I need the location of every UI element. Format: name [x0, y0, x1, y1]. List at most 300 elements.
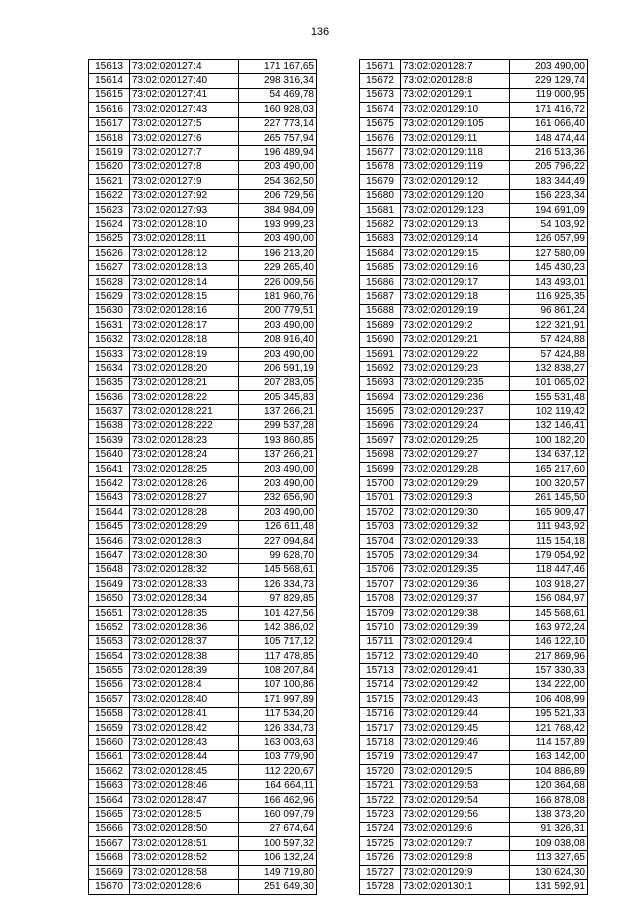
table-row: [89, 175, 317, 189]
table-row: [360, 448, 588, 462]
cadastral-number-cell: 73:02:020129:17: [401, 275, 510, 289]
cadastral-number-cell: 73:02:020129:123: [401, 203, 510, 217]
row-number-cell: 15661: [89, 750, 130, 764]
cadastral-number-cell: 73:02:020129:5: [401, 765, 510, 779]
cadastral-number-cell: 73:02:020128:7: [401, 60, 510, 74]
table-row: [360, 477, 588, 491]
table-row: [360, 275, 588, 289]
cadastral-number-cell: 73:02:020129:237: [401, 405, 510, 419]
row-number-cell: 15630: [89, 304, 130, 318]
value-cell: 114 157,89: [510, 736, 588, 750]
cadastral-number-cell: 73:02:020129:38: [401, 606, 510, 620]
row-number-cell: 15632: [89, 333, 130, 347]
row-number-cell: 15680: [360, 189, 401, 203]
value-cell: 126 334,73: [239, 721, 317, 735]
row-number-cell: 15696: [360, 419, 401, 433]
value-cell: 171 997,89: [239, 693, 317, 707]
row-number-cell: 15651: [89, 606, 130, 620]
row-number-cell: 15674: [360, 103, 401, 117]
row-number-cell: 15728: [360, 880, 401, 894]
table-row: [360, 563, 588, 577]
row-number-cell: 15635: [89, 376, 130, 390]
table-row: [360, 693, 588, 707]
table-row: [89, 131, 317, 145]
row-number-cell: 15625: [89, 232, 130, 246]
cadastral-number-cell: 73:02:020127:9: [130, 175, 239, 189]
cadastral-number-cell: 73:02:020129:13: [401, 218, 510, 232]
value-cell: 105 717,12: [239, 635, 317, 649]
table-row: [89, 635, 317, 649]
value-cell: 193 860,85: [239, 434, 317, 448]
value-cell: 100 320,57: [510, 477, 588, 491]
table-row: [89, 405, 317, 419]
value-cell: 104 886,89: [510, 765, 588, 779]
cadastral-number-cell: 73:02:020128:44: [130, 750, 239, 764]
cadastral-number-cell: 73:02:020129:47: [401, 750, 510, 764]
value-cell: 163 142,00: [510, 750, 588, 764]
cadastral-number-cell: 73:02:020129:8: [401, 851, 510, 865]
row-number-cell: 15690: [360, 333, 401, 347]
cadastral-number-cell: 73:02:020129:22: [401, 347, 510, 361]
cadastral-number-cell: 73:02:020128:13: [130, 261, 239, 275]
table-row: [360, 74, 588, 88]
value-cell: 160 928,03: [239, 103, 317, 117]
table-row: [89, 103, 317, 117]
table-row: [360, 405, 588, 419]
value-cell: 232 656,90: [239, 491, 317, 505]
table-row: [89, 779, 317, 793]
value-cell: 107 100,86: [239, 678, 317, 692]
value-cell: 156 084,97: [510, 592, 588, 606]
cadastral-number-cell: 73:02:020128:222: [130, 419, 239, 433]
value-cell: 194 691,09: [510, 203, 588, 217]
value-cell: 163 003,63: [239, 736, 317, 750]
table-row: [360, 103, 588, 117]
cadastral-number-cell: 73:02:020128:39: [130, 664, 239, 678]
table-row: [89, 606, 317, 620]
table-row: [360, 549, 588, 563]
row-number-cell: 15724: [360, 822, 401, 836]
value-cell: 126 611,48: [239, 520, 317, 534]
row-number-cell: 15642: [89, 477, 130, 491]
row-number-cell: 15679: [360, 175, 401, 189]
value-cell: 206 729,56: [239, 189, 317, 203]
value-cell: 54 469,78: [239, 88, 317, 102]
table-row: [360, 520, 588, 534]
row-number-cell: 15648: [89, 563, 130, 577]
cadastral-number-cell: 73:02:020128:30: [130, 549, 239, 563]
value-cell: 117 478,85: [239, 650, 317, 664]
table-row: [89, 664, 317, 678]
cadastral-number-cell: 73:02:020128:52: [130, 851, 239, 865]
cadastral-number-cell: 73:02:020128:36: [130, 621, 239, 635]
table-row: [89, 506, 317, 520]
row-number-cell: 15640: [89, 448, 130, 462]
table-row: [89, 88, 317, 102]
table-row: [360, 765, 588, 779]
table-row: [360, 347, 588, 361]
row-number-cell: 15698: [360, 448, 401, 462]
cadastral-number-cell: 73:02:020128:41: [130, 707, 239, 721]
row-number-cell: 15721: [360, 779, 401, 793]
left-table: [88, 59, 317, 895]
cadastral-number-cell: 73:02:020129:56: [401, 808, 510, 822]
value-cell: 203 490,00: [239, 506, 317, 520]
cadastral-number-cell: 73:02:020129:9: [401, 865, 510, 879]
row-number-cell: 15624: [89, 218, 130, 232]
row-number-cell: 15643: [89, 491, 130, 505]
table-row: [89, 491, 317, 505]
table-row: [360, 635, 588, 649]
table-row: [360, 189, 588, 203]
row-number-cell: 15671: [360, 60, 401, 74]
value-cell: 164 664,11: [239, 779, 317, 793]
table-row: [360, 721, 588, 735]
value-cell: 196 213,20: [239, 247, 317, 261]
page-number: 136: [310, 26, 330, 38]
cadastral-number-cell: 73:02:020129:36: [401, 578, 510, 592]
table-row: [360, 232, 588, 246]
table-row: [360, 160, 588, 174]
row-number-cell: 15688: [360, 304, 401, 318]
row-number-cell: 15617: [89, 117, 130, 131]
value-cell: 106 132,24: [239, 851, 317, 865]
table-row: [89, 837, 317, 851]
cadastral-number-cell: 73:02:020127:8: [130, 160, 239, 174]
table-row: [89, 304, 317, 318]
table-row: [360, 60, 588, 74]
table-row: [89, 146, 317, 160]
value-cell: 106 408,99: [510, 693, 588, 707]
value-cell: 216 513,36: [510, 146, 588, 160]
table-row: [360, 218, 588, 232]
table-row: [89, 736, 317, 750]
value-cell: 226 009,56: [239, 275, 317, 289]
row-number-cell: 15714: [360, 678, 401, 692]
row-number-cell: 15709: [360, 606, 401, 620]
cadastral-number-cell: 73:02:020129:33: [401, 534, 510, 548]
row-number-cell: 15619: [89, 146, 130, 160]
table-row: [89, 419, 317, 433]
row-number-cell: 15694: [360, 390, 401, 404]
row-number-cell: 15654: [89, 650, 130, 664]
cadastral-number-cell: 73:02:020128:20: [130, 362, 239, 376]
cadastral-number-cell: 73:02:020129:235: [401, 376, 510, 390]
table-row: [89, 74, 317, 88]
row-number-cell: 15677: [360, 146, 401, 160]
cadastral-number-cell: 73:02:020129:16: [401, 261, 510, 275]
row-number-cell: 15702: [360, 506, 401, 520]
row-number-cell: 15719: [360, 750, 401, 764]
row-number-cell: 15676: [360, 131, 401, 145]
table-row: [360, 131, 588, 145]
cadastral-number-cell: 73:02:020129:35: [401, 563, 510, 577]
row-number-cell: 15723: [360, 808, 401, 822]
table-row: [89, 290, 317, 304]
table-row: [360, 592, 588, 606]
value-cell: 171 167,65: [239, 60, 317, 74]
value-cell: 298 316,34: [239, 74, 317, 88]
table-row: [89, 247, 317, 261]
value-cell: 116 925,35: [510, 290, 588, 304]
cadastral-number-cell: 73:02:020129:37: [401, 592, 510, 606]
cadastral-number-cell: 73:02:020129:39: [401, 621, 510, 635]
table-row: [89, 189, 317, 203]
row-number-cell: 15695: [360, 405, 401, 419]
row-number-cell: 15653: [89, 635, 130, 649]
cadastral-number-cell: 73:02:020129:45: [401, 721, 510, 735]
cadastral-number-cell: 73:02:020129:119: [401, 160, 510, 174]
table-row: [360, 678, 588, 692]
table-row: [360, 247, 588, 261]
table-row: [360, 203, 588, 217]
row-number-cell: 15636: [89, 390, 130, 404]
row-number-cell: 15647: [89, 549, 130, 563]
table-row: [360, 462, 588, 476]
table-row: [89, 520, 317, 534]
cadastral-number-cell: 73:02:020129:6: [401, 822, 510, 836]
cadastral-number-cell: 73:02:020128:26: [130, 477, 239, 491]
table-row: [89, 563, 317, 577]
value-cell: 203 490,00: [239, 477, 317, 491]
value-cell: 160 097,79: [239, 808, 317, 822]
value-cell: 166 878,08: [510, 793, 588, 807]
row-number-cell: 15645: [89, 520, 130, 534]
table-row: [89, 319, 317, 333]
cadastral-number-cell: 73:02:020127:93: [130, 203, 239, 217]
table-row: [89, 218, 317, 232]
value-cell: 111 943,92: [510, 520, 588, 534]
value-cell: 121 768,42: [510, 721, 588, 735]
value-cell: 181 960,76: [239, 290, 317, 304]
row-number-cell: 15720: [360, 765, 401, 779]
value-cell: 143 493,01: [510, 275, 588, 289]
value-cell: 102 119,42: [510, 405, 588, 419]
row-number-cell: 15628: [89, 275, 130, 289]
table-row: [360, 578, 588, 592]
value-cell: 155 531,48: [510, 390, 588, 404]
cadastral-number-cell: 73:02:020128:24: [130, 448, 239, 462]
row-number-cell: 15726: [360, 851, 401, 865]
table-row: [360, 175, 588, 189]
value-cell: 108 207,84: [239, 664, 317, 678]
table-row: [360, 319, 588, 333]
row-number-cell: 15657: [89, 693, 130, 707]
value-cell: 142 386,02: [239, 621, 317, 635]
value-cell: 161 066,40: [510, 117, 588, 131]
cadastral-number-cell: 73:02:020127:6: [130, 131, 239, 145]
value-cell: 97 829,85: [239, 592, 317, 606]
right-table: [359, 59, 588, 895]
cadastral-number-cell: 73:02:020128:6: [130, 880, 239, 894]
value-cell: 54 103,92: [510, 218, 588, 232]
table-row: [89, 707, 317, 721]
value-cell: 384 984,09: [239, 203, 317, 217]
row-number-cell: 15672: [360, 74, 401, 88]
table-row: [360, 851, 588, 865]
value-cell: 179 054,92: [510, 549, 588, 563]
row-number-cell: 15710: [360, 621, 401, 635]
cadastral-number-cell: 73:02:020128:12: [130, 247, 239, 261]
value-cell: 261 145,50: [510, 491, 588, 505]
value-cell: 115 154,18: [510, 534, 588, 548]
row-number-cell: 15634: [89, 362, 130, 376]
value-cell: 127 580,09: [510, 247, 588, 261]
value-cell: 171 416,72: [510, 103, 588, 117]
row-number-cell: 15692: [360, 362, 401, 376]
row-number-cell: 15641: [89, 462, 130, 476]
table-row: [89, 434, 317, 448]
row-number-cell: 15650: [89, 592, 130, 606]
table-row: [360, 434, 588, 448]
row-number-cell: 15704: [360, 534, 401, 548]
cadastral-number-cell: 73:02:020128:16: [130, 304, 239, 318]
cadastral-number-cell: 73:02:020128:42: [130, 721, 239, 735]
cadastral-number-cell: 73:02:020129:1: [401, 88, 510, 102]
cadastral-number-cell: 73:02:020128:15: [130, 290, 239, 304]
value-cell: 207 283,05: [239, 376, 317, 390]
value-cell: 103 918,27: [510, 578, 588, 592]
row-number-cell: 15716: [360, 707, 401, 721]
table-row: [360, 534, 588, 548]
table-row: [360, 779, 588, 793]
cadastral-number-cell: 73:02:020129:54: [401, 793, 510, 807]
value-cell: 203 490,00: [239, 347, 317, 361]
value-cell: 122 321,91: [510, 319, 588, 333]
cadastral-number-cell: 73:02:020127:40: [130, 74, 239, 88]
cadastral-number-cell: 73:02:020128:38: [130, 650, 239, 664]
cadastral-number-cell: 73:02:020129:118: [401, 146, 510, 160]
cadastral-number-cell: 73:02:020129:25: [401, 434, 510, 448]
cadastral-number-cell: 73:02:020128:33: [130, 578, 239, 592]
cadastral-number-cell: 73:02:020128:45: [130, 765, 239, 779]
cadastral-number-cell: 73:02:020128:46: [130, 779, 239, 793]
cadastral-number-cell: 73:02:020127:43: [130, 103, 239, 117]
value-cell: 299 537,28: [239, 419, 317, 433]
table-row: [89, 232, 317, 246]
cadastral-number-cell: 73:02:020127:7: [130, 146, 239, 160]
table-row: [89, 822, 317, 836]
row-number-cell: 15678: [360, 160, 401, 174]
row-number-cell: 15681: [360, 203, 401, 217]
row-number-cell: 15675: [360, 117, 401, 131]
row-number-cell: 15652: [89, 621, 130, 635]
value-cell: 27 674,64: [239, 822, 317, 836]
cadastral-number-cell: 73:02:020129:27: [401, 448, 510, 462]
row-number-cell: 15621: [89, 175, 130, 189]
table-row: [89, 462, 317, 476]
row-number-cell: 15665: [89, 808, 130, 822]
row-number-cell: 15718: [360, 736, 401, 750]
table-row: [360, 146, 588, 160]
cadastral-number-cell: 73:02:020127:92: [130, 189, 239, 203]
table-row: [360, 290, 588, 304]
cadastral-number-cell: 73:02:020128:47: [130, 793, 239, 807]
row-number-cell: 15658: [89, 707, 130, 721]
row-number-cell: 15686: [360, 275, 401, 289]
row-number-cell: 15638: [89, 419, 130, 433]
table-row: [89, 592, 317, 606]
cadastral-number-cell: 73:02:020128:40: [130, 693, 239, 707]
row-number-cell: 15715: [360, 693, 401, 707]
cadastral-number-cell: 73:02:020128:35: [130, 606, 239, 620]
value-cell: 145 568,61: [239, 563, 317, 577]
cadastral-number-cell: 73:02:020129:4: [401, 635, 510, 649]
table-row: [89, 390, 317, 404]
cadastral-number-cell: 73:02:020129:43: [401, 693, 510, 707]
cadastral-number-cell: 73:02:020129:23: [401, 362, 510, 376]
cadastral-number-cell: 73:02:020129:11: [401, 131, 510, 145]
value-cell: 203 490,00: [239, 160, 317, 174]
row-number-cell: 15693: [360, 376, 401, 390]
row-number-cell: 15633: [89, 347, 130, 361]
cadastral-number-cell: 73:02:020129:3: [401, 491, 510, 505]
row-number-cell: 15659: [89, 721, 130, 735]
table-row: [360, 376, 588, 390]
table-row: [89, 808, 317, 822]
value-cell: 146 122,10: [510, 635, 588, 649]
row-number-cell: 15646: [89, 534, 130, 548]
table-row: [360, 117, 588, 131]
value-cell: 229 265,40: [239, 261, 317, 275]
row-number-cell: 15673: [360, 88, 401, 102]
cadastral-number-cell: 73:02:020128:221: [130, 405, 239, 419]
value-cell: 126 057,99: [510, 232, 588, 246]
table-row: [360, 707, 588, 721]
value-cell: 109 038,08: [510, 837, 588, 851]
value-cell: 165 909,47: [510, 506, 588, 520]
cadastral-number-cell: 73:02:020128:34: [130, 592, 239, 606]
value-cell: 229 129,74: [510, 74, 588, 88]
row-number-cell: 15727: [360, 865, 401, 879]
value-cell: 91 326,31: [510, 822, 588, 836]
table-row: [89, 333, 317, 347]
cadastral-number-cell: 73:02:020129:21: [401, 333, 510, 347]
table-row: [89, 793, 317, 807]
value-cell: 113 327,65: [510, 851, 588, 865]
table-row: [360, 750, 588, 764]
cadastral-number-cell: 73:02:020128:25: [130, 462, 239, 476]
row-number-cell: 15627: [89, 261, 130, 275]
value-cell: 137 266,21: [239, 405, 317, 419]
row-number-cell: 15613: [89, 60, 130, 74]
value-cell: 148 474,44: [510, 131, 588, 145]
value-cell: 101 065,02: [510, 376, 588, 390]
value-cell: 205 796,22: [510, 160, 588, 174]
value-cell: 156 223,34: [510, 189, 588, 203]
table-row: [89, 865, 317, 879]
row-number-cell: 15644: [89, 506, 130, 520]
value-cell: 254 362,50: [239, 175, 317, 189]
table-row: [360, 261, 588, 275]
table-row: [89, 851, 317, 865]
value-cell: 100 182,20: [510, 434, 588, 448]
cadastral-number-cell: 73:02:020128:29: [130, 520, 239, 534]
row-number-cell: 15682: [360, 218, 401, 232]
table-row: [360, 304, 588, 318]
cadastral-number-cell: 73:02:020128:43: [130, 736, 239, 750]
cadastral-number-cell: 73:02:020129:14: [401, 232, 510, 246]
table-row: [360, 362, 588, 376]
table-row: [360, 506, 588, 520]
table-row: [360, 390, 588, 404]
value-cell: 137 266,21: [239, 448, 317, 462]
value-cell: 205 345,83: [239, 390, 317, 404]
value-cell: 217 869,96: [510, 650, 588, 664]
cadastral-number-cell: 73:02:020129:32: [401, 520, 510, 534]
cadastral-number-cell: 73:02:020129:24: [401, 419, 510, 433]
table-row: [89, 275, 317, 289]
